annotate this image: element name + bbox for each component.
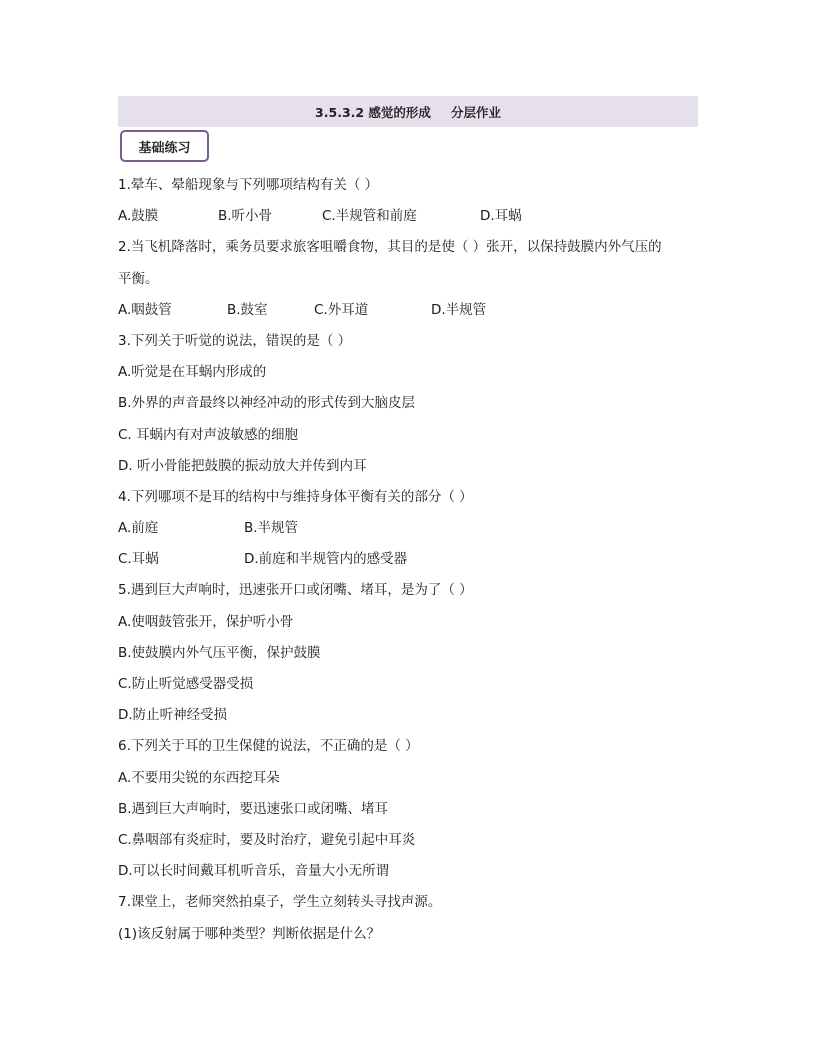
question-4-stem: 4.下列哪项不是耳的结构中与维持身体平衡有关的部分（ ） (118, 488, 473, 505)
question-4-options-row2 (118, 544, 708, 575)
question-2-stem-line1: 2.当飞机降落时，乘务员要求旅客咀嚼食物，其目的是使（ ）张开，以保持鼓膜内外气压的 (118, 239, 662, 256)
q4-option-a: A.前庭 (118, 520, 159, 537)
title-code: 3.5.3.2 感觉的形成 (315, 104, 431, 120)
q2-option-d: D.半规管 (431, 301, 487, 318)
q4-option-b: B.半规管 (244, 520, 299, 537)
question-7-sub-1: (1)该反射属于哪种类型？判断依据是什么？ (118, 925, 381, 942)
q6-option-a: A.不要用尖锐的东西挖耳朵 (118, 769, 280, 786)
q3-option-d: D. 听小骨能把鼓膜的振动放大并传到内耳 (118, 457, 367, 474)
q5-option-c: C.防止听觉感受器受损 (118, 676, 254, 692)
title-suffix: 分层作业 (450, 104, 501, 120)
q2-option-c: C.外耳道 (314, 301, 369, 318)
question-4-options-row1 (118, 513, 708, 544)
question-2-options (118, 295, 708, 326)
q3-option-a: A.听觉是在耳蜗内形成的 (118, 364, 267, 381)
q2-option-a: A.咽鼓管 (118, 301, 172, 318)
q1-option-a: A.鼓膜 (118, 208, 159, 225)
q1-option-c: C.半规管和前庭 (322, 208, 417, 225)
question-6-stem: 6.下列关于耳的卫生保健的说法，不正确的是（ ） (118, 738, 419, 755)
q3-option-c: C. 耳蜗内有对声波敏感的细胞 (118, 426, 299, 443)
q6-option-b: B.遇到巨大声响时，要迅速张口或闭嘴、堵耳 (118, 800, 389, 817)
section-label-box (120, 130, 209, 162)
question-list (118, 170, 708, 950)
question-1-stem: 1.晕车、晕船现象与下列哪项结构有关（ ） (118, 177, 379, 193)
q4-option-d: D.前庭和半规管内的感受器 (244, 551, 408, 568)
q3-option-b: B.外界的声音最终以神经冲动的形式传到大脑皮层 (118, 395, 416, 412)
q6-option-d: D.可以长时间戴耳机听音乐，音量大小无所谓 (118, 863, 390, 880)
q5-option-a: A.使咽鼓管张开，保护听小骨 (118, 613, 294, 630)
section-label: 基础练习 (138, 140, 191, 156)
q4-option-c: C.耳蜗 (118, 551, 159, 568)
q5-option-d: D.防止听神经受损 (118, 707, 228, 724)
q1-option-b: B.听小骨 (218, 208, 273, 225)
question-7-stem: 7.课堂上，老师突然拍桌子，学生立刻转头寻找声源。 (118, 894, 442, 911)
question-3-stem: 3.下列关于听觉的说法，错误的是（ ） (118, 332, 352, 349)
question-5-stem: 5.遇到巨大声响时，迅速张开口或闭嘴、堵耳，是为了（ ） (118, 582, 473, 599)
question-1-options (118, 201, 708, 232)
q5-option-b: B.使鼓膜内外气压平衡，保护鼓膜 (118, 644, 321, 661)
q2-option-b: B.鼓室 (227, 301, 268, 318)
page-title-band (118, 96, 698, 127)
q1-option-d: D.耳蜗 (480, 208, 522, 225)
q6-option-c: C.鼻咽部有炎症时，要及时治疗，避免引起中耳炎 (118, 831, 416, 848)
question-2-stem-line2: 平衡。 (118, 270, 159, 287)
